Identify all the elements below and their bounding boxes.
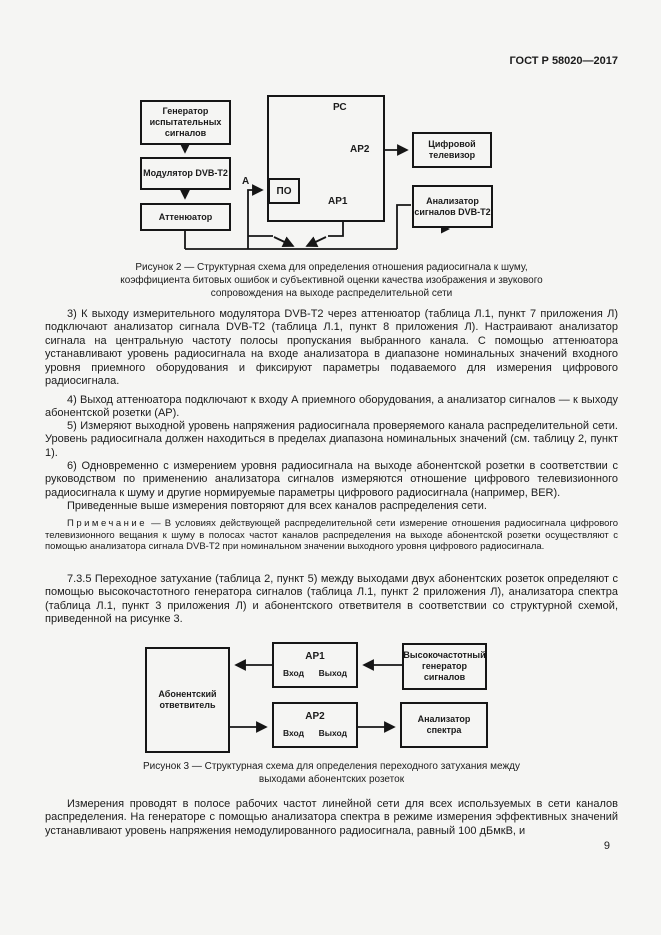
figure3-box-spectrum-analyzer (400, 702, 488, 748)
figure3-box-subscriber-tap (145, 647, 230, 753)
figure3-box-ar1-label: АР1 (305, 651, 325, 662)
note-label: Примечание (67, 518, 147, 529)
figure-2 (135, 90, 515, 262)
figure2-label-ar1: АР1 (328, 196, 348, 207)
note-text: — В условиях действующей распределительной сети измерение отношения радиосигнала цифрового телевизионного вещания к шуму в полосах частот каналов распределения на выходе абонентской розетки осуществляют с помощью анализатора сигнала DVB-T2 при номинальном значении выходного уровня цифрового радиосигнала. (45, 518, 619, 553)
figure3-box-rf-generator-label: Высокочастотный генератор сигналов (403, 650, 486, 682)
figure3-caption (45, 760, 618, 786)
paragraph-item-5: 5) Измеряют выходной уровень напряжения радиосигнала проверяемого канала распределительной сети. Уровень радиосигнала должен находиться в пределах диапазона номинальных значений (см. таблицу 2, пункт 1). (45, 420, 618, 459)
figure3-box-spectrum-analyzer-label: Анализатор спектра (417, 714, 471, 735)
figure2-box-analyzer (412, 185, 493, 228)
paragraph-measurements: Измерения проводят в полосе рабочих частот линейной сети для всех используемых в сети каналов распределения. На генераторе с помощью анализатора спектра в режиме измерения эффективных значений устанавливают уровень напряжения немодулированного радиосигнала, равный 100 дБмкВ, и (45, 798, 618, 837)
figure3-box-ar2-label: АР2 (305, 711, 325, 722)
figure3-box-ar1-output-label: Выход (318, 668, 347, 678)
figure2-box-attenuator-label: Аттенюатор (158, 211, 213, 222)
figure3-box-subscriber-tap-label: Абонентский ответвитель (158, 689, 217, 710)
figure3-box-rf-generator (402, 643, 487, 690)
figure3-box-ar2 (272, 702, 358, 748)
document-number: ГОСТ Р 58020—2017 (509, 55, 618, 67)
figure2-box-generator (140, 100, 231, 145)
paragraph-item-4: 4) Выход аттенюатора подключают к входу А приемного оборудования, а анализатор сигналов — к выходу абонентской розетки (АР). (45, 394, 618, 420)
figure2-box-po-label: ПО (276, 185, 292, 197)
figure2-box-generator-label: Генератор испытательных сигналов (149, 106, 222, 138)
figure2-box-modulator (140, 157, 231, 190)
paragraph-item-3: 3) К выходу измерительного модулятора DVB-T2 через аттенюатор (таблица Л.1, пункт 7 приложения Л) подключают анализатор сигнала DVB-T2 (таблица Л.1, пункт 8 приложения Л). Настраивают анализатор сигнала на центральную частоту полосы пропускания выбранного канала. С помощью аттенюатора устанавливают уровень радиосигнала на входе анализатора в диапазоне номинальных значений входного уровня приемного оборудования и фиксируют параметры подаваемого для измерения цифрового радиосигнала. (45, 308, 618, 388)
figure3-box-ar2-output-label: Выход (318, 728, 347, 738)
figure2-box-attenuator (140, 203, 231, 231)
paragraph-item-6: 6) Одновременно с измерением уровня радиосигнала на выходе абонентской розетки в соответствии с руководством по применению анализатора сигналов измеряются отношение цифрового телевизионного радиосигнала к шуму и другие нормируемые параметры цифрового радиосигнала (например, BER). (45, 460, 618, 499)
figure-3 (140, 640, 500, 760)
figure2-box-tv (412, 132, 492, 168)
paragraph-repeat-measurements: Приведенные выше измерения повторяют для всех каналов распределения сети. (67, 500, 487, 512)
figure3-box-ar2-input-label: Вход (283, 728, 305, 738)
note-paragraph (45, 518, 618, 553)
figure3-caption-text: Рисунок 3 — Структурная схема для определения переходного затухания между выходами абонентских розеток (143, 761, 520, 785)
figure2-caption (45, 261, 618, 300)
figure2-label-pc: РС (333, 102, 347, 113)
figure2-label-ar2: АР2 (350, 144, 370, 155)
figure2-box-po (268, 178, 300, 204)
figure2-caption-text: Рисунок 2 — Структурная схема для определения отношения радиосигнала к шуму, коэффициента битовых ошибок и субъективной оценки качества изображения и звукового сопровождения на выходе распределительной сети (120, 262, 543, 299)
figure2-box-tv-label: Цифровой телевизор (428, 139, 476, 160)
figure3-box-ar1-input-label: Вход (283, 668, 305, 678)
paragraph-7-3-5: 7.3.5 Переходное затухание (таблица 2, пункт 5) между выходами двух абонентских розеток определяют с помощью высокочастотного генератора сигналов (таблица Л.1, пункт 2 приложения Л), анализатора спектра (таблица Л.1, пункт 3 приложения Л) и абонентского ответвителя в соответствии со структурной схемой, приведенной на рисунке 3. (45, 573, 618, 626)
figure2-label-a: А (242, 176, 250, 187)
page-number: 9 (603, 840, 610, 852)
figure2-box-modulator-label: Модулятор DVB-T2 (143, 168, 228, 178)
figure3-box-ar1 (272, 642, 358, 688)
figure2-box-analyzer-label: Анализатор сигналов DVB-T2 (414, 195, 491, 217)
